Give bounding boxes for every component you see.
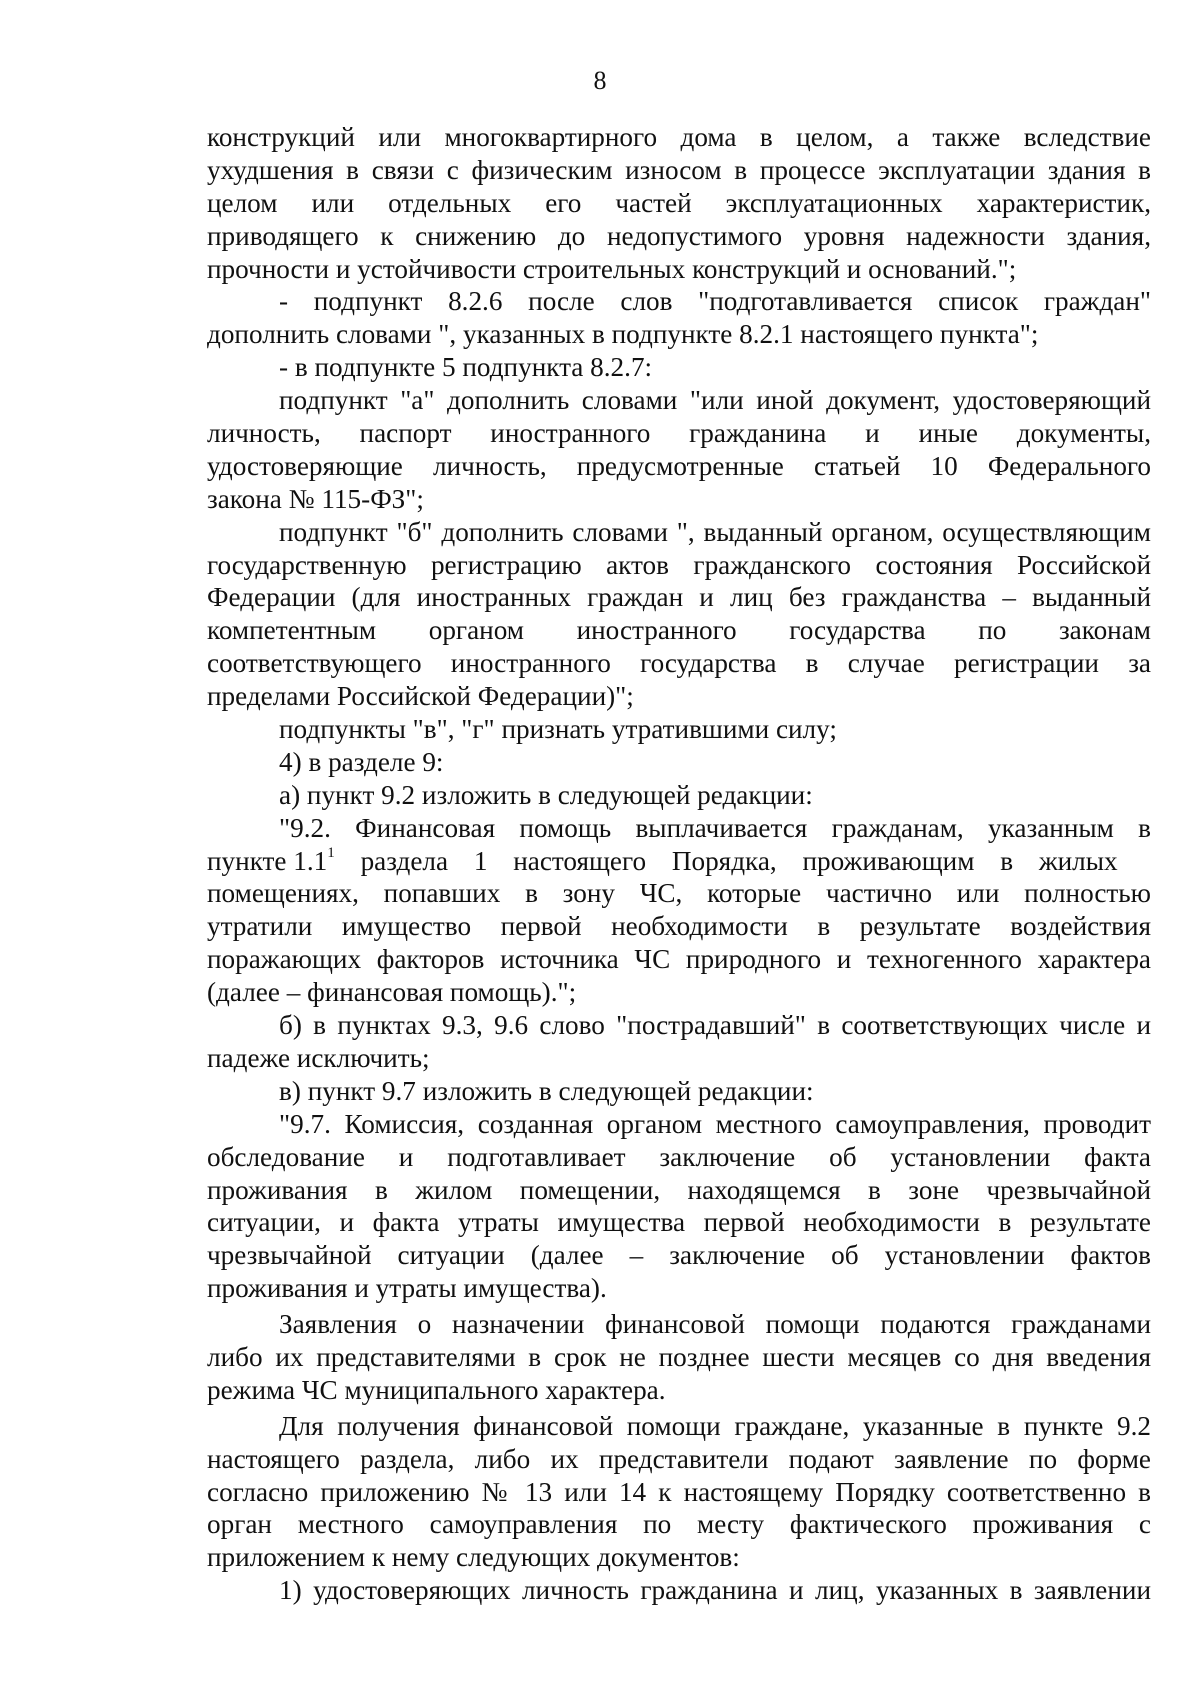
text-line: а) пункт 9.2 изложить в следующей редакции: bbox=[279, 779, 813, 810]
text-line: удостоверяющие личность, предусмотренные статьей 10 Федерального bbox=[207, 450, 1151, 481]
text-line: соответствующего иностранного государства в случае регистрации за bbox=[207, 648, 1151, 679]
text-line: целом или отдельных его частей эксплуатационных характеристик, bbox=[207, 187, 1151, 218]
text-line: приложением к нему следующих документов: bbox=[207, 1542, 740, 1573]
text-line: приводящего к снижению до недопустимого уровня надежности здания, bbox=[207, 220, 1151, 251]
text-line: утратили имущество первой необходимости в результате воздействия bbox=[207, 911, 1151, 942]
text-line: подпункты "в", "г" признать утратившими силу; bbox=[279, 714, 837, 745]
text-line: подпункт "а" дополнить словами "или иной документ, удостоверяющий bbox=[279, 385, 1151, 416]
text-line: ухудшения в связи с физическим износом в процессе эксплуатации здания в bbox=[207, 154, 1151, 185]
text-line: согласно приложению № 13 или 14 к настоящему Порядку соответственно в bbox=[207, 1476, 1151, 1507]
text-line: "9.7. Комиссия, созданная органом местного самоуправления, проводит bbox=[279, 1108, 1151, 1139]
text-line: Заявления о назначении финансовой помощи подаются гражданами bbox=[279, 1309, 1151, 1340]
text-line: подпункт "б" дополнить словами ", выданный органом, осуществляющим bbox=[279, 516, 1151, 547]
text-line: помещениях, попавших в зону ЧС, которые частично или полностью bbox=[207, 878, 1151, 909]
text-line: компетентным органом иностранного государства по законам bbox=[207, 615, 1151, 646]
text-line: (далее – финансовая помощь)."; bbox=[207, 977, 577, 1008]
text-line: дополнить словами ", указанных в подпункте 8.2.1 настоящего пункта"; bbox=[207, 319, 1039, 350]
text-line: - подпункт 8.2.6 после слов "подготавливается список граждан" bbox=[279, 286, 1151, 317]
text-line: орган местного самоуправления по месту фактического проживания с bbox=[207, 1509, 1151, 1540]
text-line: настоящего раздела, либо их представители подают заявление по форме bbox=[207, 1443, 1151, 1474]
text-line: обследование и подготавливает заключение об установлении факта bbox=[207, 1141, 1151, 1172]
text-line: пределами Российской Федерации)"; bbox=[207, 681, 634, 712]
text-line: "9.2. Финансовая помощь выплачивается гражданам, указанным в bbox=[279, 812, 1151, 843]
text-fragment: пункте 1.1 bbox=[207, 845, 328, 876]
text-line: закона № 115-ФЗ"; bbox=[207, 483, 424, 514]
text-line bbox=[207, 845, 1151, 878]
text-line: чрезвычайной ситуации (далее – заключение об установлении фактов bbox=[207, 1240, 1151, 1271]
text-line: режима ЧС муниципального характера. bbox=[207, 1374, 666, 1405]
text-line: конструкций или многоквартирного дома в целом, а также вследствие bbox=[207, 122, 1151, 152]
superscript: 1 bbox=[327, 844, 335, 861]
text-line: ситуации, и факта утраты имущества первой необходимости в результате bbox=[207, 1207, 1151, 1238]
text-line: падеже исключить; bbox=[207, 1042, 430, 1073]
text-line: поражающих факторов источника ЧС природного и техногенного характера bbox=[207, 944, 1151, 975]
text-line: Для получения финансовой помощи граждане, указанные в пункте 9.2 bbox=[279, 1410, 1151, 1441]
text-line: личность, паспорт иностранного гражданина и иные документы, bbox=[207, 418, 1151, 449]
text-line: Федерации (для иностранных граждан и лиц без гражданства – выданный bbox=[207, 582, 1151, 613]
text-line: 4) в разделе 9: bbox=[279, 746, 444, 777]
text-line: проживания и утраты имущества). bbox=[207, 1273, 607, 1304]
text-line: государственную регистрацию актов гражданского состояния Российской bbox=[207, 549, 1151, 580]
text-line: - в подпункте 5 подпункта 8.2.7: bbox=[279, 352, 653, 383]
document-body bbox=[207, 121, 1151, 1607]
text-line: в) пункт 9.7 изложить в следующей редакции: bbox=[279, 1075, 814, 1106]
text-fragment: раздела 1 настоящего Порядка, проживающим в жилых bbox=[334, 845, 1118, 876]
page-number: 8 bbox=[593, 66, 607, 95]
text-line: прочности и устойчивости строительных конструкций и оснований."; bbox=[207, 253, 1017, 284]
text-line: 1) удостоверяющих личность гражданина и лиц, указанных в заявлении bbox=[279, 1575, 1151, 1606]
text-line: либо их представителями в срок не позднее шести месяцев со дня введения bbox=[207, 1341, 1151, 1372]
text-line: б) в пунктах 9.3, 9.6 слово "пострадавший" в соответствующих числе и bbox=[279, 1010, 1151, 1041]
text-line: проживания в жилом помещении, находящемся в зоне чрезвычайной bbox=[207, 1174, 1151, 1205]
